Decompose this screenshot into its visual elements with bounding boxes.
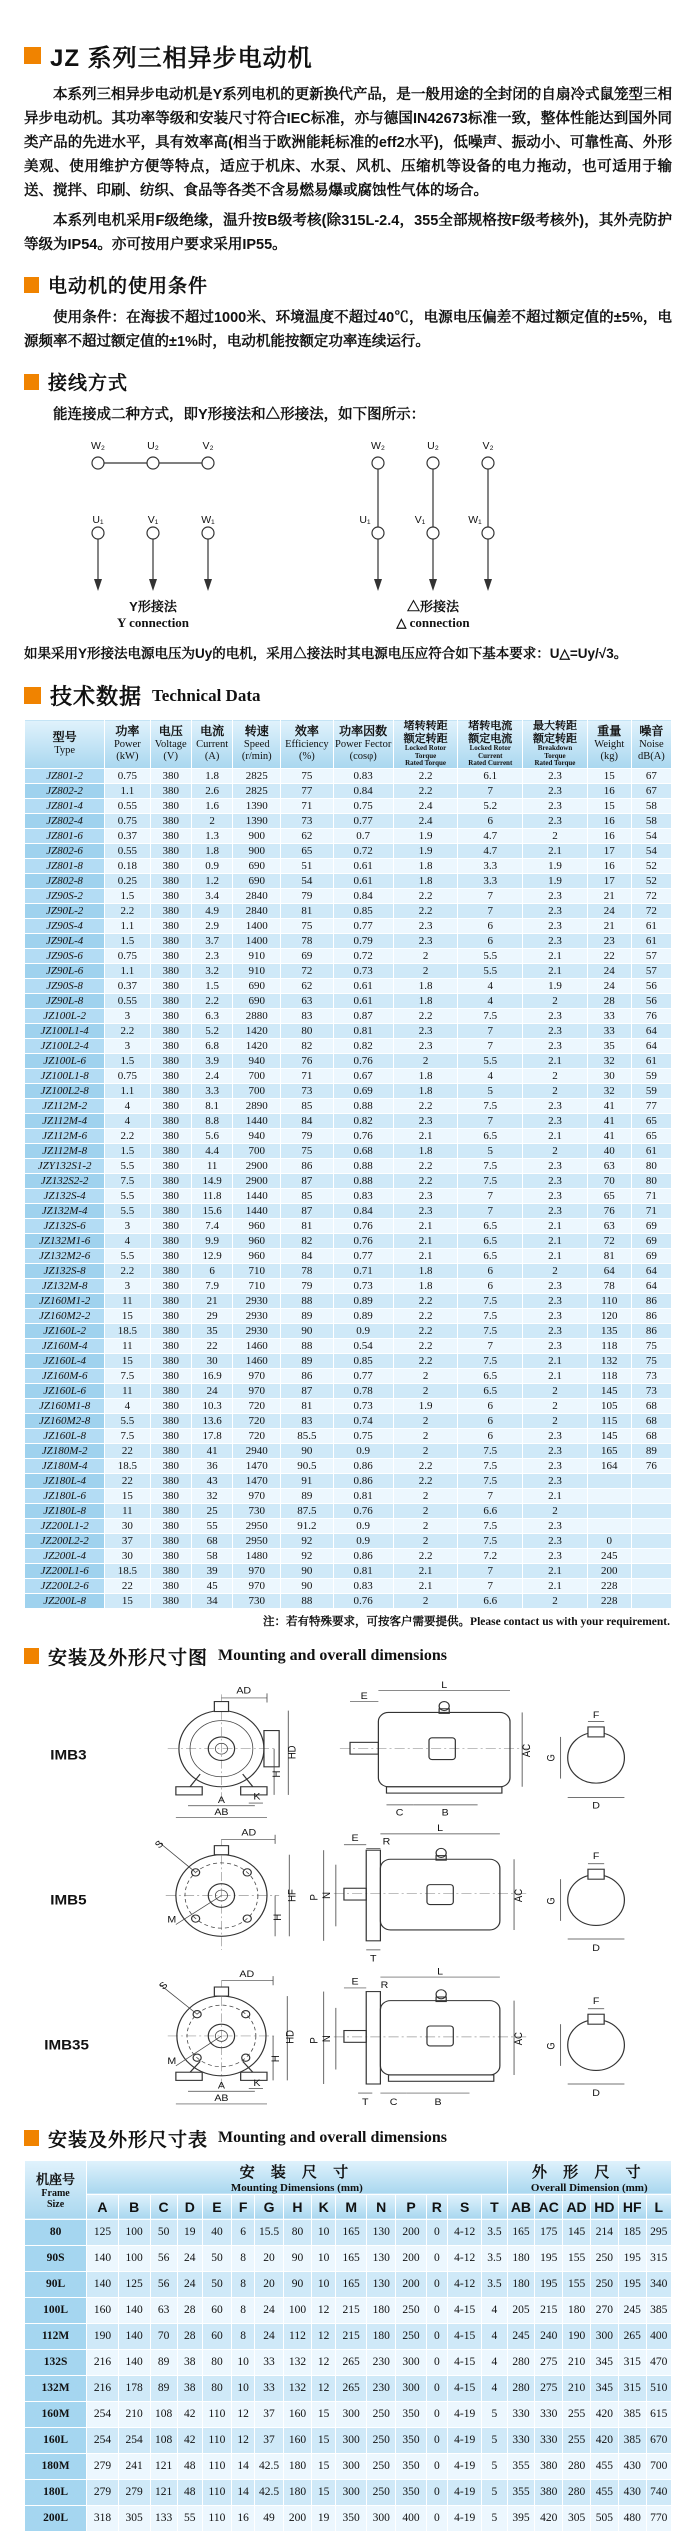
col-ac: AC bbox=[535, 2194, 563, 2219]
dimension-label: G bbox=[546, 2041, 558, 2050]
y-connection-label-cn: Y形接法 bbox=[129, 599, 177, 614]
col-c: C bbox=[150, 2194, 177, 2219]
dimension-label: K bbox=[253, 2077, 261, 2089]
dimension-label: IMB35 bbox=[44, 2037, 89, 2053]
table-row: JZ112M-8 1.5 380 4.4 700 75 0.68 1.8 5 2 40 61 bbox=[25, 1143, 672, 1158]
table-row: JZ132M-4 5.5 380 15.6 1440 87 0.84 2.3 7 2.3 76 71 bbox=[25, 1203, 672, 1218]
dimension-label: W₁ bbox=[468, 514, 482, 526]
orange-square-icon bbox=[24, 687, 41, 704]
col-b: B bbox=[118, 2194, 150, 2219]
col-voltage: 电压 Voltage (V) bbox=[150, 720, 191, 769]
wiring-note: 如果采用Y形接法电源电压为Uy的电机，采用△接法时其电源电压应符合如下基本要求：U△=Uy/√3。 bbox=[24, 646, 628, 661]
col-f: F bbox=[232, 2194, 255, 2219]
dimension-label: V₁ bbox=[414, 514, 426, 526]
table-row: JZ160M1-2 11 380 21 2930 88 0.89 2.2 7.5 2.3 110 86 bbox=[25, 1293, 672, 1308]
dimension-label: IMB5 bbox=[50, 1892, 87, 1908]
dimension-label: D bbox=[592, 2087, 600, 2099]
dimension-label: L bbox=[441, 1679, 448, 1691]
dimension-label: AD bbox=[241, 1827, 257, 1839]
dimension-label: M bbox=[167, 1914, 177, 1926]
dimension-label: C bbox=[395, 1807, 404, 1819]
overall-dimensions-group: 外 形 尺 寸 Overall Dimension (mm) bbox=[507, 2160, 671, 2194]
imb5-drawing bbox=[24, 1823, 672, 1968]
technical-data-header-row bbox=[25, 720, 672, 769]
col-n: N bbox=[367, 2194, 396, 2219]
dimension-label: E bbox=[360, 1690, 368, 1702]
table-row: JZ100L-6 1.5 380 3.9 940 76 0.76 2 5.5 2.1 32 61 bbox=[25, 1053, 672, 1068]
dimension-label: F bbox=[592, 1851, 600, 1862]
table-row: JZ802-8 0.25 380 1.2 690 54 0.61 1.8 3.3 1.9 17 52 bbox=[25, 873, 672, 888]
table-row: 200L 318 305 133 55 110 16 49 200 19 350 300 400 0 4-19 5 395 420 305 505 480 770 bbox=[25, 2505, 672, 2531]
page-title-row bbox=[24, 38, 672, 73]
table-row: JZ160L-2 18.5 380 35 2930 90 0.9 2.2 7.5 2.3 135 86 bbox=[25, 1323, 672, 1338]
dimension-label: B bbox=[434, 2096, 442, 2108]
table-row: JZ160M1-8 4 380 10.3 720 81 0.73 1.9 6 2 105 68 bbox=[25, 1398, 672, 1413]
tech-heading-row bbox=[24, 680, 672, 711]
table-row: JZ802-2 1.1 380 2.6 2825 77 0.84 2.2 7 2.3 16 67 bbox=[25, 783, 672, 798]
delta-connection-caption bbox=[308, 599, 558, 631]
dimension-label: F bbox=[592, 1996, 600, 2007]
table-row: JZ90L-6 1.1 380 3.2 910 72 0.73 2 5.5 2.1 24 57 bbox=[25, 963, 672, 978]
table-row: 132M 216 178 89 38 80 10 33 132 12 265 230 300 0 4-15 4 280 275 210 345 315 510 bbox=[25, 2375, 672, 2401]
dimension-label: S bbox=[157, 1979, 171, 1992]
col-locked-rotor-current: 堵转电流 额定电流 Locked Rotor Current Rated Current bbox=[458, 720, 523, 769]
table-row: JZ160M-4 11 380 22 1460 88 0.54 2.2 7 2.3 118 75 bbox=[25, 1338, 672, 1353]
dimension-label: R bbox=[380, 1979, 389, 1991]
orange-square-icon bbox=[24, 374, 39, 390]
col-hf: HF bbox=[618, 2194, 646, 2219]
dimension-label: AB bbox=[214, 1806, 229, 1818]
dimension-label: T bbox=[370, 1953, 377, 1964]
y-connection-caption bbox=[28, 599, 278, 631]
table-row: 180M 279 241 121 48 110 14 42.5 180 15 300 250 350 0 4-19 5 355 380 280 455 430 700 bbox=[25, 2453, 672, 2479]
delta-connection-label-cn: △形接法 bbox=[406, 599, 459, 614]
usage-body: 使用条件：在海拔不超过1000米、环境温度不超过40℃，电源电压偏差不超过额定值的±5%，电源频率不超过额定值的±1%时，电动机能按额定功率连续运行。 bbox=[24, 310, 672, 350]
dimension-label: V₁ bbox=[147, 514, 159, 526]
col-power-factor: 功率因数 Power Fector (cosφ) bbox=[333, 720, 393, 769]
intro-paragraph-2: 本系列电机采用F级绝缘，温升按B级考核(除315L-2.4，355全部规格按F级考核外)，其外壳防护等级为IP54。亦可按用户要求采用IP55。 bbox=[24, 213, 672, 253]
dimension-label: AD bbox=[236, 1685, 252, 1696]
wiring-body: 能连接成二种方式，即Y形接法和△形接法，如下图所示： bbox=[53, 407, 426, 423]
table-row: JZ100L2-8 1.1 380 3.3 700 73 0.69 1.8 5 2 32 59 bbox=[25, 1083, 672, 1098]
table-row: 90S 140 100 56 24 50 8 20 90 10 165 130 200 0 4-12 3.5 180 195 155 250 195 315 bbox=[25, 2245, 672, 2271]
table-row: JZ132S-6 3 380 7.4 960 81 0.76 2.1 6.5 2.1 63 69 bbox=[25, 1218, 672, 1233]
col-power: 功率 Power (kW) bbox=[105, 720, 150, 769]
dimension-label: AD bbox=[239, 1969, 255, 1980]
tech-heading-cn: 技术数据 bbox=[50, 684, 143, 709]
table-row: JZ112M-6 2.2 380 5.6 940 79 0.76 2.1 6.5 2.1 41 65 bbox=[25, 1128, 672, 1143]
dimension-label: U₂ bbox=[147, 440, 159, 452]
table-row: JZ100L-2 3 380 6.3 2880 83 0.87 2.2 7.5 2.3 33 76 bbox=[25, 1008, 672, 1023]
imb35-drawing bbox=[24, 1968, 672, 2113]
table-row: JZ132S2-2 7.5 380 14.9 2900 87 0.88 2.2 7.5 2.3 70 80 bbox=[25, 1173, 672, 1188]
table-row: JZ200L1-6 18.5 380 39 970 90 0.81 2.1 7 2.1 200 bbox=[25, 1563, 672, 1578]
dimension-label: P bbox=[309, 2036, 321, 2044]
table-row: JZ180M-2 22 380 41 2940 90 0.9 2 7.5 2.3 165 89 bbox=[25, 1443, 672, 1458]
table-row: JZ132M2-6 5.5 380 12.9 960 84 0.77 2.1 6.5 2.1 81 69 bbox=[25, 1248, 672, 1263]
col-hd: HD bbox=[590, 2194, 618, 2219]
table-row: 100L 160 140 63 28 60 8 24 100 12 215 180 250 0 4-15 4 205 215 180 270 245 385 bbox=[25, 2297, 672, 2323]
dimension-label: IMB3 bbox=[50, 1747, 87, 1763]
wiring-heading-row bbox=[24, 368, 672, 395]
table-row: JZ160L-4 15 380 30 1460 89 0.85 2.2 7.5 2.1 132 75 bbox=[25, 1353, 672, 1368]
table-row: 160L 254 254 108 42 110 12 37 160 15 300 250 350 0 4-19 5 330 330 255 420 385 670 bbox=[25, 2427, 672, 2453]
dimension-label: U₁ bbox=[359, 514, 371, 526]
dimension-label: D bbox=[592, 1800, 600, 1811]
table-row: JZ112M-2 4 380 8.1 2890 85 0.88 2.2 7.5 2.3 41 77 bbox=[25, 1098, 672, 1113]
table-row: JZ200L1-2 30 380 55 2950 91.2 0.9 2 7.5 2.3 bbox=[25, 1518, 672, 1533]
col-breakdown-torque: 最大转距 额定转距 Breakdown Torque Rated Torque bbox=[523, 720, 588, 769]
dims-heading-row bbox=[24, 2125, 672, 2152]
drawings-heading-row bbox=[24, 1643, 672, 1670]
col-r: R bbox=[426, 2194, 447, 2219]
dimension-label: N bbox=[321, 1891, 333, 1899]
dimension-label: U₂ bbox=[427, 440, 439, 452]
orange-square-icon bbox=[24, 1648, 39, 1664]
table-row: 112M 190 140 70 28 60 8 24 112 12 215 180 250 0 4-15 4 245 240 190 300 265 400 bbox=[25, 2323, 672, 2349]
dims-heading-cn: 安装及外形尺寸表 bbox=[48, 2129, 209, 2151]
dimension-label: A bbox=[217, 1795, 225, 1806]
table-row: JZ112M-4 4 380 8.8 1440 84 0.82 2.3 7 2.3 41 65 bbox=[25, 1113, 672, 1128]
table-row: JZ132M1-6 4 380 9.9 960 82 0.76 2.1 6.5 2.1 72 69 bbox=[25, 1233, 672, 1248]
dimension-label: V₂ bbox=[482, 440, 494, 452]
table-row: JZ160M2-8 5.5 380 13.6 720 83 0.74 2 6 2 115 68 bbox=[25, 1413, 672, 1428]
table-row: JZ132S-8 2.2 380 6 710 78 0.71 1.8 6 2 64 64 bbox=[25, 1263, 672, 1278]
dimension-label: P bbox=[309, 1893, 321, 1900]
drawings-heading-cn: 安装及外形尺寸图 bbox=[48, 1647, 209, 1669]
dimension-label: W₂ bbox=[371, 440, 385, 452]
dimension-label: F bbox=[592, 1709, 600, 1721]
col-frame-size: 机座号 Frame Size bbox=[25, 2160, 87, 2219]
table-row: 160M 254 210 108 42 110 12 37 160 15 300 250 350 0 4-19 5 330 330 255 420 385 615 bbox=[25, 2401, 672, 2427]
dimension-label: V₂ bbox=[202, 440, 214, 452]
intro-paragraph-1: 本系列三相异步电动机是Y系列电机的更新换代产品，是一般用途的全封闭的自扇冷式鼠笼型三相异步电动机。其功率等级和安装尺寸符合IEC标准，亦与德国IN42673标准一致，整体性能达到国外同类产品的先进水平，具有效率高(相当于欧洲能耗标准的eff2水平)，低噪声、振动小、可靠性高、外形美观、使用维护方便等特点，适应于机床、水泵、风机、压缩机等设备的电力拖动，也可适用于输送、搅拌、印刷、纺织、食品等各类不含易燃易爆或腐蚀性气体的场合。 bbox=[24, 87, 672, 199]
col-t: T bbox=[482, 2194, 507, 2219]
table-row: JZ200L2-6 22 380 45 970 90 0.83 2.1 7 2.1 228 bbox=[25, 1578, 672, 1593]
wiring-heading: 接线方式 bbox=[48, 373, 129, 394]
table-row: 132S 216 140 89 38 80 10 33 132 12 265 230 300 0 4-15 4 280 275 210 345 315 470 bbox=[25, 2349, 672, 2375]
delta-connection-label-en: △ connection bbox=[396, 615, 470, 630]
dimension-label: D bbox=[592, 1942, 600, 1954]
dimension-label: E bbox=[351, 1833, 359, 1844]
table-row: JZ180L-8 11 380 25 730 87.5 0.76 2 6.6 2 bbox=[25, 1503, 672, 1518]
col-m: M bbox=[336, 2194, 367, 2219]
imb3-drawing bbox=[24, 1678, 672, 1823]
table-row: JZ90L-8 0.55 380 2.2 690 63 0.61 1.8 4 2 28 56 bbox=[25, 993, 672, 1008]
table-row: JZ801-8 0.18 380 0.9 690 51 0.61 1.8 3.3 1.9 16 52 bbox=[25, 858, 672, 873]
dimension-label: AB bbox=[214, 2093, 229, 2104]
table-row: JZ801-6 0.37 380 1.3 900 62 0.7 1.9 4.7 2 16 54 bbox=[25, 828, 672, 843]
col-noise: 噪音 Noise dB(A) bbox=[631, 720, 671, 769]
dimension-label: W₂ bbox=[91, 440, 105, 452]
dimension-label: K bbox=[253, 1791, 261, 1802]
usage-heading-row bbox=[24, 271, 672, 298]
col-current: 电流 Current (A) bbox=[191, 720, 232, 769]
wiring-diagram-svg bbox=[28, 433, 668, 595]
col-h: H bbox=[283, 2194, 311, 2219]
usage-heading: 电动机的使用条件 bbox=[48, 276, 209, 297]
col-e: E bbox=[202, 2194, 231, 2219]
table-row: JZ90S-4 1.1 380 2.9 1400 75 0.77 2.3 6 2.3 21 61 bbox=[25, 918, 672, 933]
table-row: JZY132S1-2 5.5 380 11 2900 86 0.88 2.2 7.5 2.3 63 80 bbox=[25, 1158, 672, 1173]
col-d: D bbox=[177, 2194, 202, 2219]
table-row: JZ90S-8 0.37 380 1.5 690 62 0.61 1.8 4 1.9 24 56 bbox=[25, 978, 672, 993]
col-weight: 重量 Weight (kg) bbox=[587, 720, 631, 769]
table-row: JZ100L2-4 3 380 6.8 1420 82 0.82 2.3 7 2.3 35 64 bbox=[25, 1038, 672, 1053]
col-a: A bbox=[87, 2194, 119, 2219]
table-row: JZ160M-6 7.5 380 16.9 970 86 0.77 2 6.5 2.1 118 73 bbox=[25, 1368, 672, 1383]
dimension-label: T bbox=[361, 2096, 369, 2108]
dimension-label: A bbox=[217, 2080, 225, 2091]
table-row: JZ90S-2 1.5 380 3.4 2840 79 0.84 2.2 7 2.3 21 72 bbox=[25, 888, 672, 903]
dimensions-table bbox=[24, 2160, 672, 2532]
col-efficiency: 效率 Efficiency (%) bbox=[281, 720, 333, 769]
table-row: JZ160M2-2 15 380 29 2930 89 0.89 2.2 7.5 2.3 120 86 bbox=[25, 1308, 672, 1323]
table-row: JZ90L-2 2.2 380 4.9 2840 81 0.85 2.2 7 2.3 24 72 bbox=[25, 903, 672, 918]
dimension-label: B bbox=[441, 1807, 449, 1819]
col-k: K bbox=[312, 2194, 336, 2219]
table-row: JZ200L2-2 37 380 68 2950 92 0.9 2 7.5 2.3 0 bbox=[25, 1533, 672, 1548]
col-locked-rotor-torque: 堵转转距 额定转距 Locked Rotor Torque Rated Torque bbox=[393, 720, 458, 769]
dimension-label: HD bbox=[286, 1744, 299, 1759]
table-row: JZ90S-6 0.75 380 2.3 910 69 0.72 2 5.5 2.1 22 57 bbox=[25, 948, 672, 963]
dims-group-header-row bbox=[25, 2160, 672, 2194]
col-speed: 转速 Speed (r/min) bbox=[233, 720, 281, 769]
dimension-label: W₁ bbox=[201, 514, 215, 526]
dimension-label: U₁ bbox=[92, 514, 104, 526]
col-ad: AD bbox=[563, 2194, 591, 2219]
dimension-label: H bbox=[271, 1770, 284, 1777]
tech-table-note: 注：若有特殊要求，可按客户需要提供。Please contact us with your requirement. bbox=[263, 1615, 670, 1628]
dimension-label: AC bbox=[521, 1743, 534, 1757]
table-row: JZ180L-6 15 380 32 970 89 0.81 2 7 2.1 bbox=[25, 1488, 672, 1503]
table-row: 180L 279 279 121 48 110 14 42.5 180 15 300 250 350 0 4-19 5 355 380 280 455 430 740 bbox=[25, 2479, 672, 2505]
dims-letter-header-row bbox=[25, 2194, 672, 2219]
mounting-dimensions-group: 安 装 尺 寸 Mounting Dimensions (mm) bbox=[87, 2160, 507, 2194]
table-row: JZ180L-4 22 380 43 1470 91 0.86 2.2 7.5 2.3 bbox=[25, 1473, 672, 1488]
table-row: JZ801-2 0.75 380 1.8 2825 75 0.83 2.2 6.1 2.3 15 67 bbox=[25, 768, 672, 783]
dimension-label: H bbox=[270, 2054, 283, 2062]
orange-square-icon bbox=[24, 2130, 39, 2146]
dimension-label: E bbox=[351, 1976, 359, 1987]
table-row: JZ90L-4 1.5 380 3.7 1400 78 0.79 2.3 6 2.3 23 61 bbox=[25, 933, 672, 948]
table-row: JZ132M-8 3 380 7.9 710 79 0.73 1.8 6 2.3 78 64 bbox=[25, 1278, 672, 1293]
y-connection-label-en: Y connection bbox=[116, 615, 190, 630]
dimension-label: G bbox=[546, 1753, 558, 1761]
table-row: JZ200L-8 15 380 34 730 88 0.76 2 6.6 2 228 bbox=[25, 1593, 672, 1608]
dimension-label: HD bbox=[284, 2029, 297, 2044]
dimension-label: S bbox=[153, 1838, 167, 1851]
orange-square-icon bbox=[24, 47, 41, 64]
col-ab: AB bbox=[507, 2194, 535, 2219]
dims-heading-en: Mounting and overall dimensions bbox=[218, 2129, 447, 2146]
col-g: G bbox=[255, 2194, 283, 2219]
table-row: JZ160L-8 7.5 380 17.8 720 85.5 0.75 2 6 2.3 145 68 bbox=[25, 1428, 672, 1443]
dimension-label: N bbox=[321, 2034, 333, 2042]
col-l: L bbox=[646, 2194, 671, 2219]
dimension-label: H bbox=[272, 1913, 285, 1921]
col-type: 型号 Type bbox=[25, 720, 105, 769]
orange-square-icon bbox=[24, 277, 39, 293]
table-row: JZ100L1-4 2.2 380 5.2 1420 80 0.81 2.3 7 2.3 33 64 bbox=[25, 1023, 672, 1038]
technical-data-table bbox=[24, 719, 672, 1609]
dimension-label: L bbox=[437, 1823, 444, 1834]
table-row: JZ801-4 0.55 380 1.6 1390 71 0.75 2.4 5.2 2.3 15 58 bbox=[25, 798, 672, 813]
table-row: 80 125 100 50 19 40 6 15.5 80 10 165 130 200 0 4-12 3.5 165 175 145 214 185 295 bbox=[25, 2219, 672, 2245]
table-row: JZ802-6 0.55 380 1.8 900 65 0.72 1.9 4.7 2.1 17 54 bbox=[25, 843, 672, 858]
table-row: 90L 140 125 56 24 50 8 20 90 10 165 130 200 0 4-12 3.5 180 195 155 250 195 340 bbox=[25, 2271, 672, 2297]
tech-heading-en: Technical Data bbox=[152, 685, 261, 705]
table-row: JZ132S-4 5.5 380 11.8 1440 85 0.83 2.3 7 2.3 65 71 bbox=[25, 1188, 672, 1203]
dimension-label: C bbox=[389, 2096, 398, 2108]
table-row: JZ200L-4 30 380 58 1480 92 0.86 2.2 7.2 2.3 245 bbox=[25, 1548, 672, 1563]
col-p: P bbox=[396, 2194, 426, 2219]
wiring-diagram bbox=[28, 433, 668, 630]
table-row: JZ100L1-8 0.75 380 2.4 700 71 0.67 1.8 4 2 30 59 bbox=[25, 1068, 672, 1083]
dimension-label: G bbox=[546, 1896, 558, 1905]
dimension-label: R bbox=[382, 1836, 391, 1848]
dimension-label: HF bbox=[286, 1888, 299, 1902]
dimension-label: M bbox=[167, 2056, 177, 2067]
dimension-label: AC bbox=[513, 2031, 526, 2045]
dimension-label: L bbox=[437, 1967, 444, 1977]
table-row: JZ802-4 0.75 380 2 1390 73 0.77 2.4 6 2.3 16 58 bbox=[25, 813, 672, 828]
table-row: JZ160L-6 11 380 24 970 87 0.78 2 6.5 2 145 73 bbox=[25, 1383, 672, 1398]
table-row: JZ180M-4 18.5 380 36 1470 90.5 0.86 2.2 7.5 2.3 164 76 bbox=[25, 1458, 672, 1473]
page-title: JZ 系列三相异步电动机 bbox=[50, 45, 313, 72]
col-s: S bbox=[448, 2194, 482, 2219]
dimension-label: AC bbox=[513, 1888, 526, 1902]
drawings-heading-en: Mounting and overall dimensions bbox=[218, 1647, 447, 1664]
